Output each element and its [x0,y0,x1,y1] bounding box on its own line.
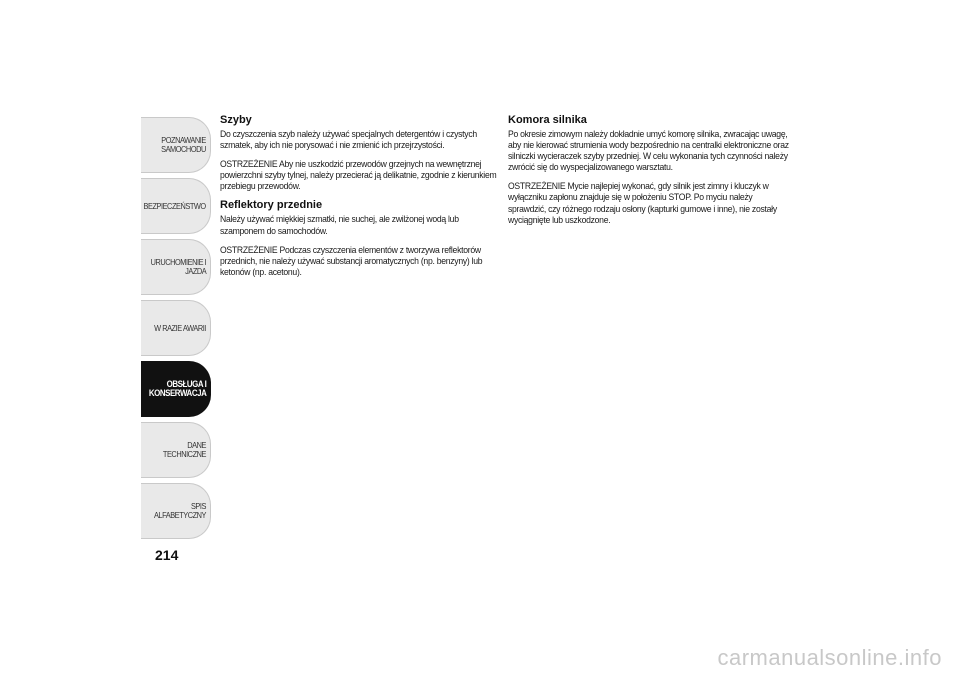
warning-paragraph: OSTRZEŻENIE Mycie najlepiej wykonać, gdy silnik jest zimny i kluczyk w wyłączniku zapłonu znajduje się w położeniu STOP. Po myciu należy sprawdzić, czy różnego rodzaju osłony (kapturki gumowe i inne), nie zostały wyciągnięte lub uszkodzone. [508,180,777,225]
tab-label: BEZPIECZEŃSTWO [143,200,206,211]
section-szyby [220,114,500,191]
section-komora-silnika [508,114,793,225]
tab-bezpieczenstwo[interactable] [141,178,211,234]
left-column [220,114,500,285]
page-number: 214 [155,547,179,563]
right-column [508,114,793,233]
tab-spis-alfabetyczny[interactable] [141,483,211,539]
warning-paragraph: OSTRZEŻENIE Aby nie uszkodzić przewodów grzejnych na wewnętrznej powierzchni szyby tylnej, należy przecierać ją delikatnie, zgodnie z kierunkiem przebiegu przewodów. [220,158,497,192]
watermark: carmanualsonline.info [717,645,942,670]
tab-label: SPIS ALFABETYCZNY [153,501,206,520]
tab-label: DANE TECHNICZNE [162,440,206,459]
tab-poznawanie-samochodu[interactable] [141,117,211,173]
tab-label: W RAZIE AWARII [154,322,206,333]
chapter-tabs [141,117,211,544]
section-heading: Reflektory przednie [220,199,323,212]
paragraph: Należy używać miękkiej szmatki, nie suchej, ale zwilżonej wodą lub szamponem do samochodów. [220,213,459,236]
section-heading: Komora silnika [508,114,587,126]
section-heading: Szyby [220,114,252,126]
paragraph: Po okresie zimowym należy dokładnie umyć komorę silnika, zwracając uwagę, aby nie kierować strumienia wody bezpośrednio na centralki elektroniczne oraz silniczki wycieraczek szyby przedniej. W celu wykonania tych czynności należy zwrócić się do wyspecjalizowanego warsztatu. [508,128,789,173]
section-reflektory [220,199,500,276]
tab-dane-techniczne[interactable] [141,422,211,478]
paragraph: Do czyszczenia szyb należy używać specjalnych detergentów i czystych szmatek, aby ich nie porysować i nie zmienić ich przejrzystości. [220,128,477,151]
tab-label: OBSŁUGA I KONSERWACJA [148,379,206,398]
tab-w-razie-awarii[interactable] [141,300,211,356]
tab-label: POZNAWANIE SAMOCHODU [161,135,206,154]
tab-obsluga-i-konserwacja[interactable] [141,361,211,417]
tab-uruchomienie-i-jazda[interactable] [141,239,211,295]
warning-paragraph: OSTRZEŻENIE Podczas czyszczenia elementów z tworzywa reflektorów przednich, nie należy używać substancji aromatycznych (np. benzyny) lub ketonów (np. acetonu). [220,243,483,277]
tab-label: URUCHOMIENIE I JAZDA [150,257,206,276]
